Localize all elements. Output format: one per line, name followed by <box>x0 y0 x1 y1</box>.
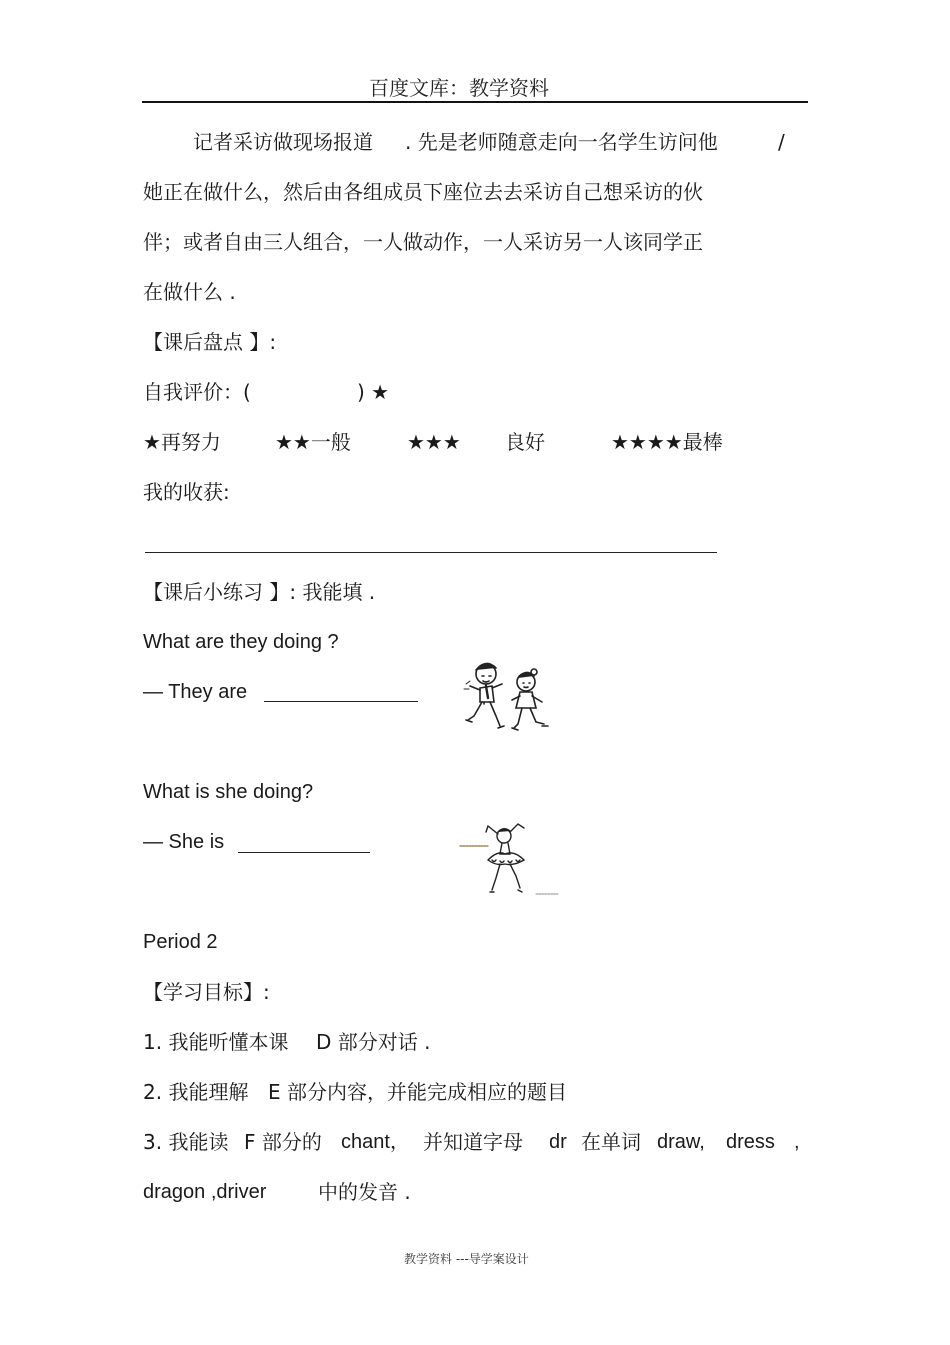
intro-line-1b: . 先是老师随意走向一名学生访问他 <box>405 130 718 154</box>
answer-1-blank <box>264 701 418 702</box>
question-1: What are they doing ? <box>143 631 339 653</box>
page-footer: 教学资料 ---导学案设计 <box>404 1252 529 1266</box>
intro-line-3: 伴；或者自由三人组合，一人做动作，一人采访另一人该同学正 <box>143 230 703 254</box>
goal-3-i: , <box>794 1131 800 1153</box>
goal-3-k: 中的发音 . <box>318 1180 411 1204</box>
dancing-girl-illustration <box>458 820 560 900</box>
intro-line-1a: 记者采访做现场报道 <box>193 130 373 154</box>
period-title: Period 2 <box>143 931 218 953</box>
goal-3-g: draw, <box>657 1131 705 1153</box>
goal-3-e: dr <box>549 1131 567 1153</box>
answer-2-blank <box>238 852 370 853</box>
goal-3-f: 在单词 <box>581 1130 641 1154</box>
answer-2-prefix: — She is <box>143 831 225 853</box>
goal-3-b: F 部分的 <box>244 1130 322 1154</box>
rating-2: ★★一般 <box>275 430 351 454</box>
page-header-title: 百度文库：教学资料 <box>369 76 549 100</box>
rating-3: ★★★ <box>407 430 461 454</box>
goal-2-a: 2. 我能理解 <box>143 1080 249 1104</box>
self-eval-close: ) ★ <box>357 380 390 404</box>
gain-answer-line <box>145 552 717 553</box>
goal-3-a: 3. 我能读 <box>143 1130 229 1154</box>
goal-1-b: D 部分对话 . <box>316 1030 431 1054</box>
rating-4: ★★★★最棒 <box>611 430 723 454</box>
intro-line-2: 她正在做什么，然后由各组成员下座位去去采访自己想采访的伙 <box>143 180 703 204</box>
header-rule <box>142 101 808 103</box>
gain-label: 我的收获: <box>143 480 230 504</box>
intro-line-4: 在做什么 . <box>143 280 236 304</box>
goal-3-h: dress <box>726 1131 775 1153</box>
question-2: What is she doing? <box>143 781 314 803</box>
running-kids-illustration <box>462 656 554 738</box>
goal-2-b: E 部分内容，并能完成相应的题目 <box>268 1080 567 1104</box>
exercise-heading: 【课后小练习 】: 我能填 . <box>143 580 376 604</box>
intro-line-1c: / <box>778 130 785 154</box>
answer-1-prefix: — They are <box>143 681 248 703</box>
goal-1-a: 1. 我能听懂本课 <box>143 1030 289 1054</box>
goal-3-j: dragon ,driver <box>143 1181 267 1203</box>
goal-3-d: 并知道字母 <box>423 1130 523 1154</box>
rating-1: ★再努力 <box>143 430 221 454</box>
goals-heading: 【学习目标】: <box>143 980 270 1004</box>
goal-3-c: chant， <box>341 1131 410 1153</box>
review-heading: 【课后盘点 】: <box>143 330 277 354</box>
self-eval-label: 自我评价：( <box>143 380 251 404</box>
rating-3-label: 良好 <box>505 430 545 454</box>
